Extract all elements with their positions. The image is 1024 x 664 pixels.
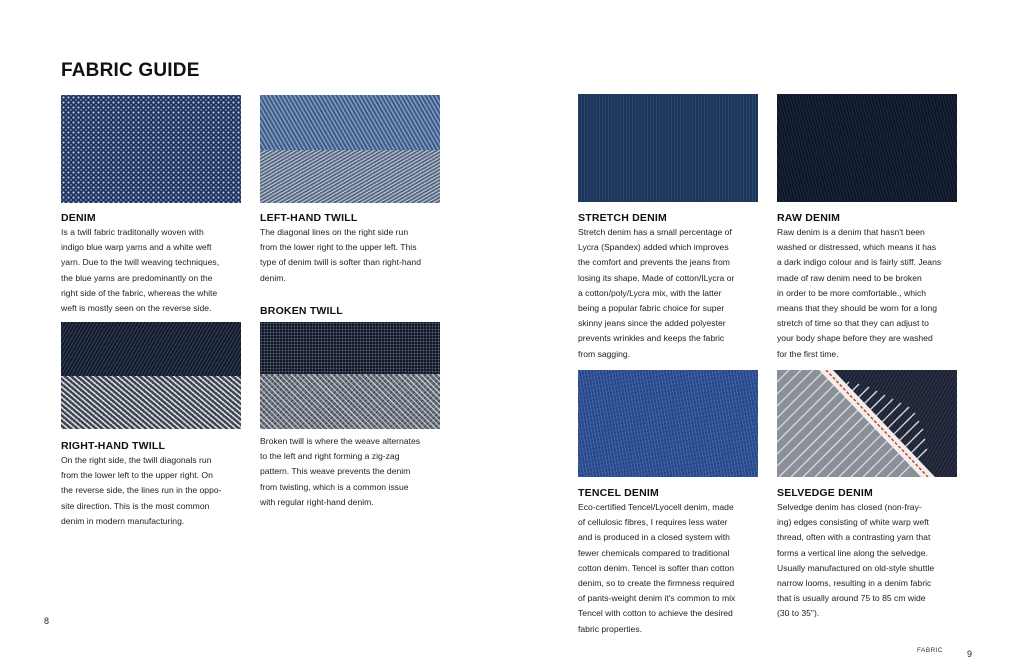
- text-line: of pants-weight denim it's common to mix: [578, 593, 736, 604]
- text-line: fewer chemicals compared to traditional: [578, 547, 730, 558]
- text-line: that is usually around 75 to 85 cm wide: [777, 593, 926, 604]
- tencel-denim-heading: TENCEL DENIM: [578, 487, 659, 499]
- text-line: thread, often with a contrasting yarn that: [777, 532, 931, 543]
- broken-twill-heading: BROKEN TWILL: [260, 305, 343, 317]
- text-line: a dark indigo colour and is fairly stiff. Jeans: [777, 257, 942, 268]
- selvedge-denim-heading: SELVEDGE DENIM: [777, 487, 873, 499]
- text-line: ing) edges consisting of white warp weft: [777, 517, 929, 528]
- text-line: washed or distressed, which means it has: [777, 242, 937, 253]
- text-line: right side of the fabric, whereas the white: [61, 287, 218, 298]
- text-line: yarn. Due to the twill weaving techniques,: [61, 257, 220, 268]
- page-title: FABRIC GUIDE: [61, 60, 200, 81]
- tencel-denim-swatch-image: [578, 370, 758, 477]
- text-line: denim, so to create the firmness required: [578, 578, 735, 589]
- text-line: weft is mostly seen on the reverse side.: [61, 303, 212, 314]
- text-line: to the left and right forming a zig-zag: [260, 451, 400, 462]
- text-line: from twisting, which is a common issue: [260, 481, 409, 492]
- text-line: a cotton/poly/Lycra mix, with the latter: [578, 287, 722, 298]
- text-line: site direction. This is the most common: [61, 500, 210, 511]
- text-line: of cellulosic fibres, I requires less water: [578, 517, 728, 528]
- stretch-denim-heading: STRETCH DENIM: [578, 212, 667, 224]
- denim-heading: DENIM: [61, 212, 96, 224]
- text-line: Stretch denim has a small percentage of: [578, 227, 732, 237]
- right-hand-twill-swatch-image: [61, 322, 241, 429]
- text-line: prevents wrinkles and keeps the fabric: [578, 333, 725, 344]
- text-line: from the lower right to the upper left. This: [260, 242, 417, 253]
- text-line: fabric properties.: [578, 623, 643, 634]
- right-hand-twill-body: [61, 453, 241, 529]
- text-line: with regular right-hand denim.: [260, 496, 374, 507]
- text-line: your body shape before they are washed: [777, 333, 933, 344]
- text-line: and is produced in a closed system with: [578, 532, 730, 543]
- selvedge-denim-body: [777, 500, 957, 622]
- raw-denim-swatch-image: [777, 94, 957, 202]
- text-line: for the first time.: [777, 348, 839, 359]
- stretch-denim-swatch-image: [578, 94, 758, 202]
- text-line: the reverse side, the lines run in the oppo-: [61, 485, 222, 496]
- denim-swatch-image: [61, 95, 241, 203]
- text-line: Tencel with cotton to achieve the desired: [578, 608, 733, 619]
- text-line: Eco-certified Tencel/Lyocell denim, made: [578, 502, 734, 512]
- tencel-denim-body: [578, 500, 758, 637]
- text-line: cotton denim. Tencel is softer than cotton: [578, 562, 735, 573]
- text-line: skinny jeans since the added polyester: [578, 318, 726, 329]
- text-line: (30 to 35").: [777, 608, 820, 619]
- text-line: Usually manufactured on old-style shuttle: [777, 562, 935, 573]
- text-line: losing its shape. Made of cotton/ILycra or: [578, 272, 735, 283]
- right-hand-twill-heading: RIGHT-HAND TWILL: [61, 440, 166, 452]
- left-page-number: 8: [44, 616, 50, 626]
- raw-denim-heading: RAW DENIM: [777, 212, 841, 224]
- text-line: the blue yarns are predominantly on the: [61, 272, 213, 283]
- running-head: FABRIC: [917, 647, 943, 654]
- left-hand-twill-heading: LEFT-HAND TWILL: [260, 212, 358, 224]
- broken-twill-swatch-image: [260, 322, 440, 429]
- text-line: pattern. This weave prevents the denim: [260, 466, 411, 477]
- text-line: Broken twill is where the weave alternates: [260, 436, 421, 446]
- text-line: stretch of time so that they can adjust to: [777, 318, 929, 329]
- right-page-number: 9: [967, 649, 973, 659]
- raw-denim-body: [777, 225, 957, 362]
- broken-twill-body: [260, 434, 440, 510]
- text-line: means that they should be worn for a long: [777, 303, 938, 314]
- text-line: denim.: [260, 272, 286, 283]
- text-line: from the lower left to the upper right. On: [61, 470, 213, 481]
- text-line: being a popular fabric choice for super: [578, 303, 725, 314]
- text-line: Lycra (Spandex) added which improves: [578, 242, 729, 253]
- text-line: type of denim twill is softer than right-hand: [260, 257, 421, 268]
- text-line: forms a vertical line along the selvedge.: [777, 547, 928, 558]
- text-line: made of raw denim need to be broken: [777, 272, 922, 283]
- text-line: indigo blue warp yarns and a white weft: [61, 242, 212, 253]
- text-line: denim in modern manufacturing.: [61, 515, 185, 526]
- left-hand-twill-body: [260, 225, 440, 286]
- text-line: Selvedge denim has closed (non-fray-: [777, 502, 922, 512]
- selvedge-denim-swatch-image: [777, 370, 957, 477]
- text-line: the comfort and prevents the jeans from: [578, 257, 730, 268]
- text-line: from sagging.: [578, 348, 631, 359]
- text-line: On the right side, the twill diagonals run: [61, 455, 212, 465]
- left-hand-twill-swatch-image: [260, 95, 440, 203]
- text-line: The diagonal lines on the right side run: [260, 227, 409, 237]
- text-line: in order to be more comfortable., which: [777, 287, 927, 298]
- stretch-denim-body: [578, 225, 758, 362]
- text-line: Raw denim is a denim that hasn't been: [777, 227, 925, 237]
- denim-body: [61, 225, 241, 316]
- text-line: Is a twill fabric traditonally woven with: [61, 227, 204, 237]
- text-line: narrow looms, resulting in a denim fabric: [777, 578, 932, 589]
